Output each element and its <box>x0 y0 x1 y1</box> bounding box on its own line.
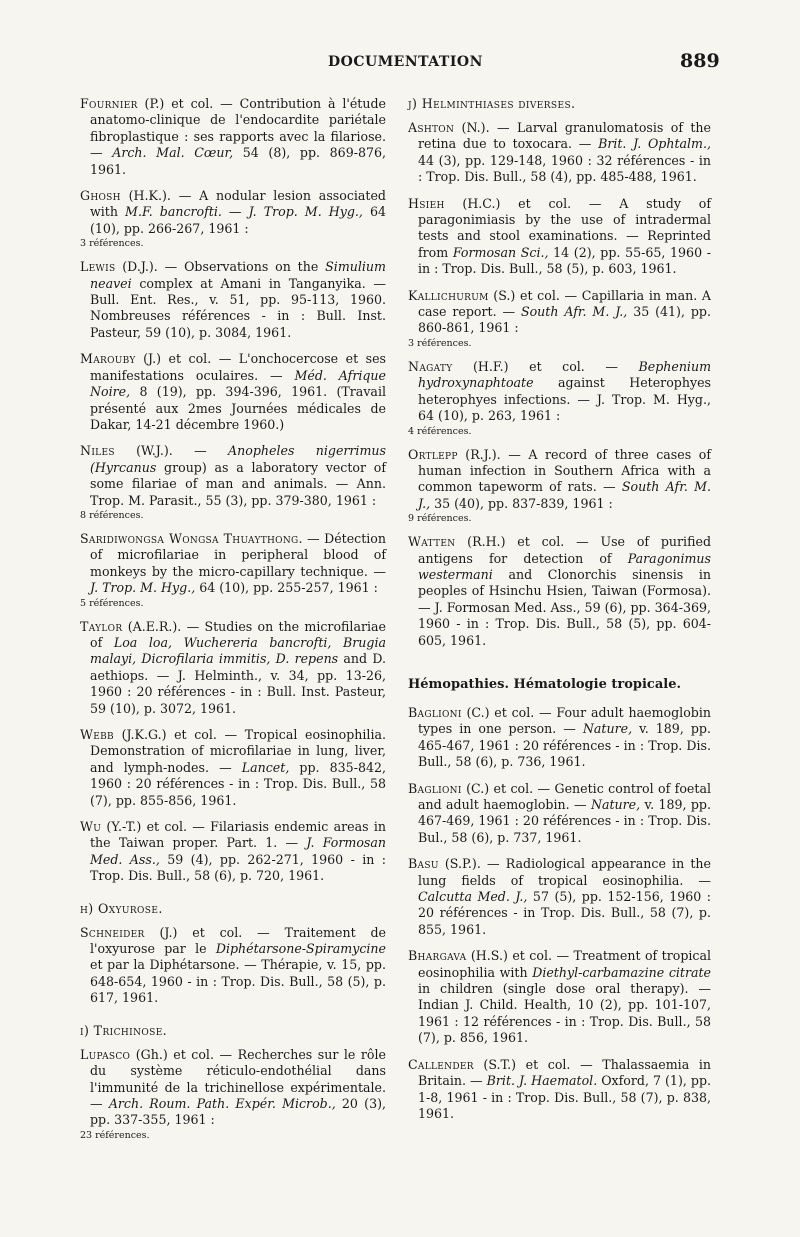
entry-initials: (N.). <box>454 120 490 135</box>
entry-initials: (A.E.R.). <box>122 618 182 634</box>
entry-list <box>80 1047 386 1141</box>
entry-references: 3 références. <box>80 238 144 250</box>
entry-initials: (S.T.) et col. <box>473 1056 571 1072</box>
entry-author: Saridiwongsa Wongsa Thuaythong <box>80 530 299 546</box>
bibliography-entry <box>408 856 711 938</box>
entry-text: — Filariasis endemic areas in the Taiwan proper. Part. 1. — <box>90 819 386 851</box>
entry-references: 4 références. <box>408 425 472 437</box>
entry-text: — Treatment of tropical eosinophilia with <box>418 948 712 980</box>
entry-author: Ashton <box>408 120 455 135</box>
entry-initials: (Y.-T.) et col. <box>101 819 188 835</box>
entry-rest: 64 (10), pp. 255-257, 1961 : <box>195 580 378 596</box>
entry-initials: (R.J.). <box>457 446 501 462</box>
bibliography-entry <box>408 1057 711 1123</box>
entry-rest: 54 (8), pp. 869-876, 1961. <box>90 145 386 177</box>
entry-author: Callender <box>408 1056 474 1072</box>
entry-journal: Formosan Sci., <box>452 244 549 260</box>
section-heading-hemopathies: Hémopathies. Hématologie tropicale. <box>408 676 681 692</box>
entry-initials: (S.) et col. <box>488 287 560 303</box>
entry-text: — A nodular lesion associated with <box>90 188 386 220</box>
entry-author: Fournier <box>80 96 138 111</box>
entry-initials: (D.J.). <box>115 259 158 275</box>
bibliography-entry <box>408 120 711 186</box>
entry-text: — L'onchocercose et ses manifestations oculaires. — <box>90 351 386 383</box>
entry-references: 23 références. <box>80 1129 150 1141</box>
entry-journal: Arch. Roum. Path. Expér. Microb., <box>108 1095 336 1111</box>
entry-initials: (W.J.). <box>114 443 173 459</box>
entry-rest: 64 (10), pp. 266-267, 1961 : <box>90 204 387 236</box>
entry-initials: (C.) et col. <box>461 780 534 796</box>
entry-author: Hsieh <box>408 195 445 211</box>
entry-author: Niles <box>80 443 115 459</box>
entry-author: Nagaty <box>408 358 453 374</box>
entry-rest: 57 (5), pp. 152-156, 1960 : 20 références - in Trop. Dis. Bull., 58 (7), p. 855, 1961. <box>418 889 711 937</box>
entry-text: — Recherches sur le rôle du système réticulo-endothélial dans l'immunité de la trichinellose expérimentale. — <box>90 1046 386 1111</box>
entry-author: Bhargava <box>408 948 467 964</box>
entry-journal: Brit. J. Haematol. <box>486 1073 598 1089</box>
entry-initials: (C.) et col. <box>461 704 535 720</box>
entry-initials: (R.H.) et col. <box>455 534 565 550</box>
entry-rest: v. 189, pp. 467-469, 1961 : 20 références - in : Trop. Dis. Bul., 58 (6), p. 737, 1961. <box>418 797 711 845</box>
entry-initials: (H.K.). <box>120 188 171 204</box>
entry-text: — <box>172 443 229 459</box>
entry-rest: 14 (2), pp. 55-65, 1960 - in : Trop. Dis. Bull., 58 (5), p. 603, 1961. <box>418 244 711 277</box>
bibliography-entry <box>408 948 711 1046</box>
bibliography-entry <box>80 96 386 178</box>
bibliography-entry <box>408 288 711 349</box>
entry-list <box>80 96 386 885</box>
bibliography-entry <box>80 531 386 609</box>
entry-initials: (P.) et col. <box>137 96 214 111</box>
entry-journal: Nature, <box>590 797 641 812</box>
entry-author: Ghosh <box>80 188 121 204</box>
left-column <box>80 96 386 1151</box>
bibliography-entry <box>80 619 386 717</box>
entry-initials: (S.P.). <box>438 856 481 872</box>
entry-text: — Four adult haemoglobin types in one person. — <box>418 704 711 737</box>
entry-journal: Diphétarsone-Spiramycine <box>215 941 386 957</box>
bibliography-entry <box>408 781 711 847</box>
entry-journal: Diethyl-carbamazine citrate <box>532 964 712 980</box>
bibliography-entry <box>80 819 386 885</box>
entry-rest: and D. aethiops. — J. Helminth., v. 34, pp. 13-26, 1960 : 20 références - in : Bull. Inst. Pasteur, 59 (10), p. 3072, 1961. <box>90 651 387 716</box>
entry-references: 9 références. <box>408 513 472 525</box>
running-title: DOCUMENTATION <box>328 54 483 70</box>
entry-journal: Brit. J. Ophtalm., <box>598 136 711 152</box>
entry-author: Kallichurum <box>408 287 489 303</box>
section-heading-trichinose: i) Trichinose. <box>80 1022 168 1038</box>
entry-rest: against Heterophyes heterophyes infections. — J. Trop. M. Hyg., 64 (10), p. 263, 1961 : <box>418 375 711 424</box>
entry-text: — Détection of microfilariae in peripheral blood of monkeys by the micro-capillary technique. — <box>90 530 386 579</box>
bibliography-entry <box>408 534 711 649</box>
bibliography-entry <box>80 188 386 249</box>
entry-rest: 59 (4), pp. 262-271, 1960 - in : Trop. Dis. Bull., 58 (6), p. 720, 1961. <box>90 851 386 884</box>
entry-text: — <box>584 358 639 374</box>
entry-author: Wu <box>80 819 102 835</box>
entry-rest: group) as a laboratory vector of some filariae of man and animals. — Ann. Trop. M. Parasit., 55 (3), pp. 379-380, 1961 : <box>90 459 386 508</box>
page-number: 889 <box>680 50 720 72</box>
entry-journal: Bephenium hydroxynaphtoate <box>418 358 712 391</box>
entry-text: — Contribution à l'étude anatomo-clinique de l'endocardite pariétale fibroplastique : ses rapports avec la filariose. — <box>90 96 386 161</box>
entry-journal: Nature, <box>582 721 633 737</box>
entry-text: — Use of purified antigens for detection of <box>418 534 712 566</box>
entry-text: — Tropical eosinophilia. Demonstration of microfilariae in lung, liver, and lymph-nodes. — <box>90 727 386 775</box>
entry-text: — Larval granulomatosis of the retina due to toxocara. — <box>418 120 711 152</box>
entry-initials: (H.F.) et col. <box>452 358 585 374</box>
running-header <box>0 50 800 74</box>
entry-journal: Anopheles nigerrimus (Hyrcanus <box>90 443 386 475</box>
entry-author: Basu <box>408 856 439 872</box>
entry-journal: Lancet, <box>241 759 290 775</box>
entry-initials: (Gh.) et col. <box>130 1046 214 1062</box>
entry-journal: Méd. Afrique Noire, <box>90 367 386 400</box>
entry-initials: (H.C.) et col. <box>444 195 572 211</box>
entry-journal: Loa loa, Wuchereria bancrofti, Brugia malayi, Dicrofilaria immitis, D. repens <box>90 634 386 667</box>
entry-rest: 44 (3), pp. 129-148, 1960 : 32 références - in : Trop. Dis. Bull., 58 (4), pp. 485-488, 1961. <box>418 152 711 185</box>
bibliography-entry <box>80 351 386 433</box>
entry-initials: (H.S.) et col. <box>466 948 552 964</box>
bibliography-entry <box>80 727 386 809</box>
entry-journal: South Afr. M. J., <box>520 304 628 320</box>
entry-journal: Paragonimus westermani <box>418 550 711 582</box>
entry-author: Lupasco <box>80 1046 131 1062</box>
entry-journal: Simulium neavei <box>90 259 386 291</box>
entry-list <box>80 925 386 1007</box>
entry-text: — Genetic control of foetal and adult haemoglobin. — <box>418 780 711 812</box>
entry-text: — Observations on the <box>157 259 326 275</box>
entry-author: Watten <box>408 534 456 550</box>
entry-journal: Calcutta Med. J., <box>418 889 528 905</box>
entry-journal: M.F. bancrofti. — J. Trop. M. Hyg., <box>125 204 363 220</box>
entry-text: — Studies on the microfilariae of <box>90 618 386 650</box>
entry-initials: (J.) et col. <box>144 924 243 940</box>
right-column <box>408 96 711 1132</box>
entry-journal: J. Trop. M. Hyg., <box>90 580 196 596</box>
bibliography-entry <box>80 443 386 521</box>
entry-author: Webb <box>80 727 114 742</box>
entry-author: Baglioni <box>408 780 462 796</box>
entry-author: Schneider <box>80 924 145 940</box>
entry-list <box>408 705 711 1122</box>
entry-text: — Radiological appearance in the lung fields of tropical eosinophilia. — <box>418 856 711 888</box>
entry-rest: Oxford, 7 (1), pp. 1-8, 1961 - in : Trop. Dis. Bull., 58 (7), p. 838, 1961. <box>418 1073 712 1121</box>
entry-author: Lewis <box>80 259 116 275</box>
entry-author: Marouby <box>80 351 136 367</box>
bibliography-entry <box>80 925 386 1007</box>
section-heading-oxyurose: h) Oxyurose. <box>80 900 163 916</box>
entry-text: — Traitement de l'oxyurose par le <box>90 924 386 957</box>
section-heading-helminthiases: j) Helminthiases diverses. <box>408 96 576 111</box>
entry-author: Ortlepp <box>408 446 458 462</box>
entry-initials: (J.K.G.) et col. <box>113 727 217 742</box>
entry-list <box>408 120 711 649</box>
entry-rest: and Clonorchis sinensis in peoples of Hsinchu Hsien, Taiwan (Formosa). — J. Formosan Med. Ass., 59 (6), pp. 364-369, 1960 - in : Trop. Dis. Bull., 58 (5), pp. 604-605, 1961. <box>418 566 711 648</box>
entry-rest: in children (single dose oral therapy). — Indian J. Child. Health, 10 (2), pp. 101-107, 1961 : 12 références - in : Trop. Dis. Bull., 58 (7), p. 856, 1961. <box>418 981 711 1046</box>
entry-references: 3 références. <box>408 337 472 349</box>
entry-rest: v. 189, pp. 465-467, 1961 : 20 références - in : Trop. Dis. Bull., 58 (6), p. 736, 1961. <box>418 721 711 770</box>
entry-references: 8 références. <box>80 509 144 521</box>
bibliography-entry <box>408 196 711 278</box>
entry-text: — Thalassaemia in Britain. — <box>418 1056 711 1089</box>
entry-rest: 35 (41), pp. 860-861, 1961 : <box>418 304 711 336</box>
entry-rest: complex at Amani in Tanganyika. — Bull. Ent. Res., v. 51, pp. 95-113, 1960. Nombreuses références - in : Bull. Inst. Pasteur, 59 (10), p. 3084, 1961. <box>90 275 386 340</box>
entry-journal: Arch. Mal. Cœur, <box>112 145 234 161</box>
entry-author: Baglioni <box>408 704 462 720</box>
entry-rest: pp. 835-842, 1960 : 20 références - in : Trop. Dis. Bull., 58 (7), pp. 855-856, 1961. <box>90 759 386 808</box>
bibliography-entry <box>408 447 711 525</box>
bibliography-entry <box>408 705 711 771</box>
entry-text: — A record of three cases of human infection in Southern Africa with a common tapeworm of rats. — <box>418 446 711 495</box>
entry-rest: 35 (40), pp. 837-839, 1961 : <box>430 495 613 511</box>
entry-text: — Capillaria in man. A case report. — <box>418 287 711 320</box>
entry-journal: J. Formosan Med. Ass., <box>90 835 386 867</box>
entry-author: Taylor <box>80 618 123 634</box>
entry-rest: 8 (19), pp. 394-396, 1961. (Travail présenté aux 2mes Journées médicales de Dakar, 14-21 décembre 1960.) <box>90 384 386 432</box>
entry-journal: South Afr. M. J., <box>418 479 712 511</box>
entry-initials: (J.) et col. <box>135 351 212 367</box>
entry-text: — A study of paragonimiasis by the use of intradermal tests and stool examinations. — Reprinted from <box>418 195 711 260</box>
bibliography-entry <box>408 359 711 437</box>
entry-rest: 20 (3), pp. 337-355, 1961 : <box>90 1095 386 1128</box>
entry-initials: . <box>298 530 303 546</box>
bibliography-entry <box>80 1047 386 1141</box>
bibliography-entry <box>80 259 386 341</box>
entry-references: 5 références. <box>80 597 144 609</box>
entry-rest: et par la Diphétarsone. — Thérapie, v. 15, pp. 648-654, 1960 - in : Trop. Dis. Bull., 58 (5), p. 617, 1961. <box>90 957 386 1006</box>
